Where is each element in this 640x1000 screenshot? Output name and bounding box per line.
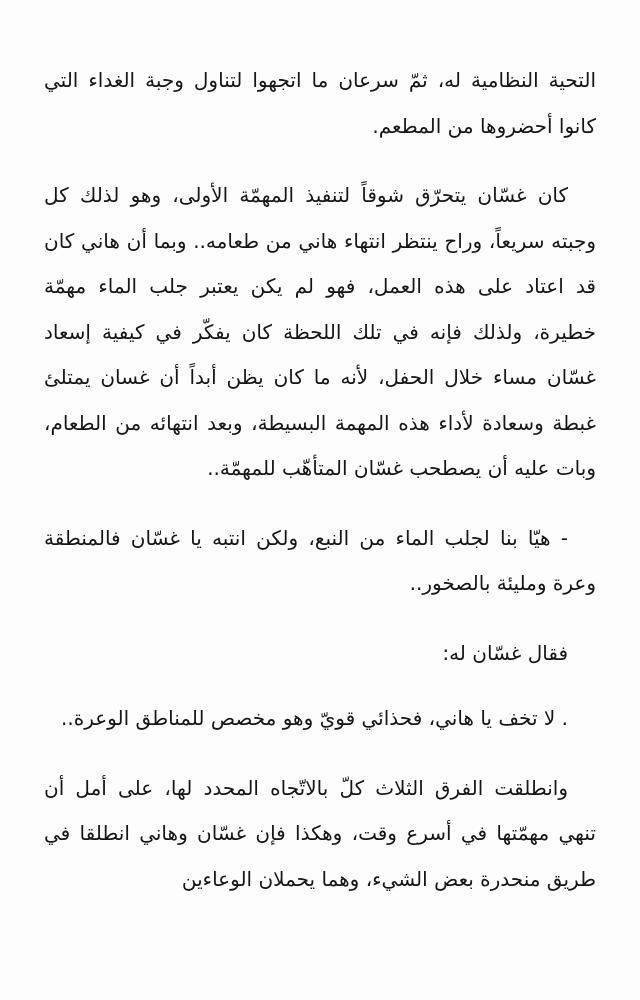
paragraph-hani-warning: - هيّا بنا لجلب الماء من النبع، ولكن انتبه يا غسّان فالمنطقة وعرة ومليئة بالصخور..: [44, 525, 596, 595]
paragraph-greeting-lunch: التحية النظامية له، ثمّ سرعان ما اتجهوا لتناول وجبة الغداء التي كانوا أحضروها من المطعم.: [44, 68, 596, 138]
paragraph-ghassan-reply: . لا تخف يا هاني، فحذائي قويّ وهو مخصص للمناطق الوعرة..: [61, 706, 568, 730]
page-text-body: [44, 58, 596, 926]
paragraph-ghassan-eager: كان غسّان يتحرّق شوقاً لتنفيذ المهمّة الأولى، وهو لذلك كل وجبته سريعاً، وراح ينتظر انتهاء هاني من طعامه.. وبما أن هاني كان قد اعتاد على هذه العمل، فهو لم يكن يعتبر جلب الماء مهمّة خطيرة، ولذلك فإنه في تلك اللحظة كان يفكّر في كيفية إسعاد غسّان مساء خلال الحفل، لأنه ما كان يظن أبداً أن غسان يمتلئ غبطة وسعادة لأداء هذه المهمة البسيطة، وبعد انتهائه من الطعام، وبات عليه أن يصطحب غسّان المتأهّب للمهمّة..: [44, 183, 596, 480]
paragraph-ghassan-said: فقال غسّان له:: [442, 640, 568, 665]
paragraph-teams-set-off: وانطلقت الفرق الثلاث كلّ بالاتّجاه المحدد لها، على أمل أن تنهي مهمّتها في أسرع وقت، وهكذا فإن غسّان وهاني انطلقا في طريق منحدرة بعض الشيء، وهما يحملان الوعاءين: [44, 775, 596, 891]
